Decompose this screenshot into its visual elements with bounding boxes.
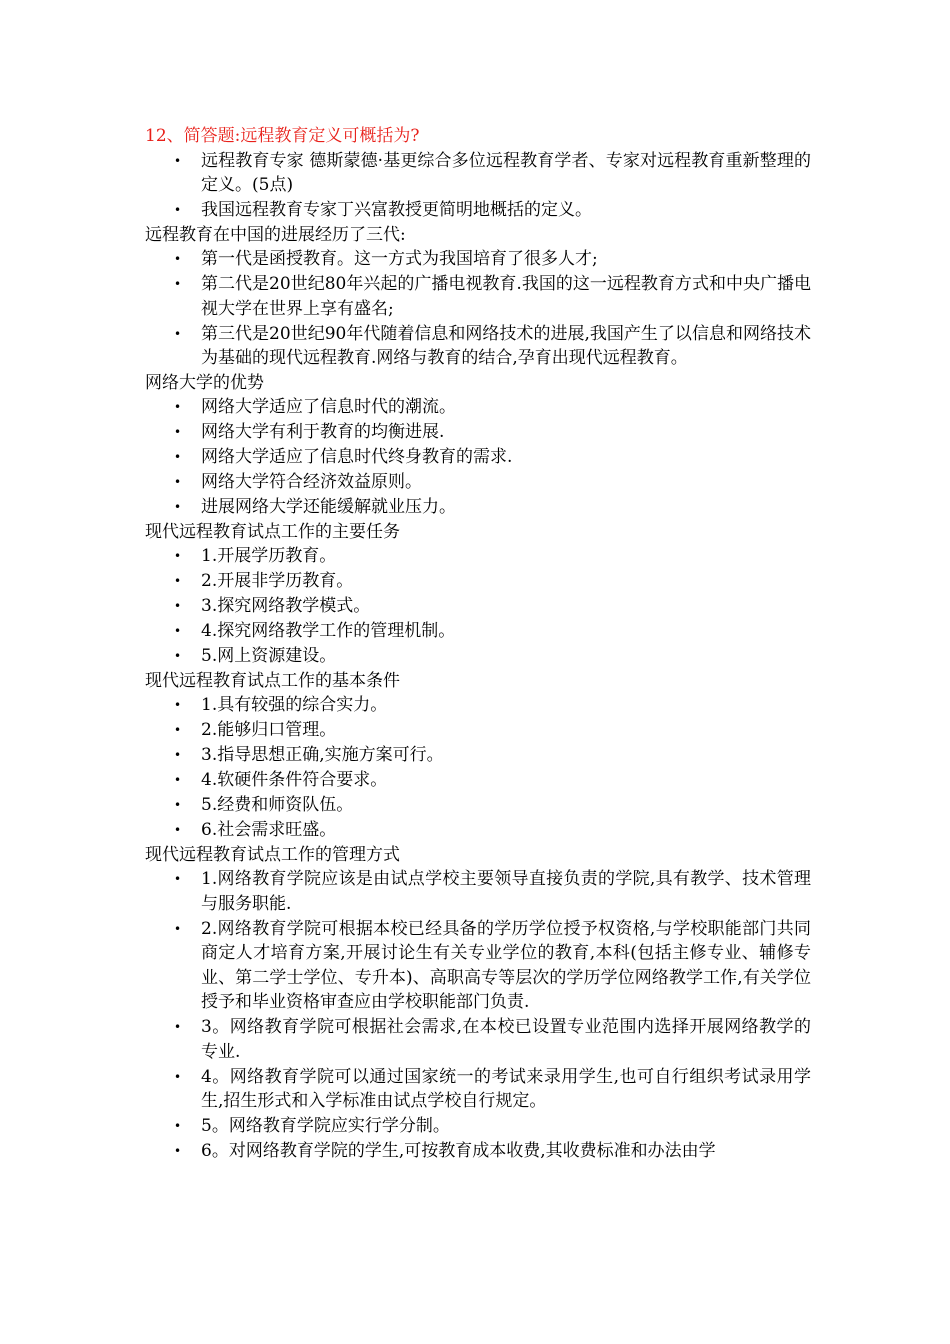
section-heading: 现代远程教育试点工作的主要任务 [145,521,400,542]
bullet-icon: • [174,748,182,762]
bullet-list [145,149,825,223]
bullet-icon: • [174,203,182,217]
list-item-text: 1.开展学历教育。 [201,546,337,566]
list-item-text: 4.探究网络教学工作的管理机制。 [201,621,456,641]
list-item-text: 进展网络大学还能缓解就业压力。 [201,497,456,517]
bullet-icon: • [174,574,182,588]
list-item [145,1015,825,1064]
list-item-text: 远程教育专家 德斯蒙德·基更综合多位远程教育学者、专家对远程教育重新整理的定义。(5点) [201,150,811,195]
bullet-icon: • [174,277,182,291]
list-item [145,198,825,223]
list-item-text: 第一代是函授教育。这一方式为我国培育了很多人才; [201,249,598,269]
list-item [145,644,825,669]
list-item-text: 2.能够归口管理。 [201,720,337,740]
list-item [145,917,825,1015]
bullet-icon: • [174,599,182,613]
section-heading: 现代远程教育试点工作的基本条件 [145,670,400,691]
list-item-text: 6。对网络教育学院的学生,可按教育成本收费,其收费标准和办法由学 [201,1141,716,1161]
section-heading: 网络大学的优势 [145,372,264,393]
list-item [145,867,825,916]
list-item [145,818,825,843]
bullet-icon: • [174,1020,182,1034]
list-item-text: 3.探究网络教学模式。 [201,596,371,616]
list-item [145,619,825,644]
list-item [145,544,825,569]
bullet-icon: • [174,1119,182,1133]
list-item-text: 5.经费和师资队伍。 [201,795,354,815]
list-item-text: 6.社会需求旺盛。 [201,820,337,840]
bullet-icon: • [174,798,182,812]
list-item-text: 网络大学符合经济效益原则。 [201,472,422,492]
bullet-icon: • [174,1144,182,1158]
bullet-icon: • [174,549,182,563]
list-item-text: 1.具有较强的综合实力。 [201,695,388,715]
bullet-icon: • [174,624,182,638]
bullet-list [145,693,825,843]
list-item-text: 网络大学适应了信息时代终身教育的需求. [201,447,513,467]
list-item-text: 4。网络教育学院可以通过国家统一的考试来录用学生,也可自行组织考试录用学生,招生形式和入学标准由试点学校自行规定。 [201,1066,811,1111]
section-heading: 远程教育在中国的进展经历了三代: [145,224,406,245]
bullet-icon: • [174,823,182,837]
list-item [145,718,825,743]
list-item [145,1065,825,1114]
list-item [145,149,825,198]
list-item-text: 第三代是20世纪90年代随着信息和网络技术的进展,我国产生了以信息和网络技术为基础的现代远程教育.网络与教育的结合,孕育出现代远程教育。 [201,323,811,368]
list-item [145,594,825,619]
list-item-text: 5。网络教育学院应实行学分制。 [201,1116,450,1136]
list-item-text: 3.指导思想正确,实施方案可行。 [201,745,444,765]
bullet-icon: • [174,326,182,341]
list-item-text: 3。网络教育学院可根据社会需求,在本校已设置专业范围内选择开展网络教学的专业. [201,1017,811,1062]
list-item [145,395,825,420]
list-item-text: 第二代是20世纪80年兴起的广播电视教育.我国的这一远程教育方式和中央广播电视大学在世界上享有盛名; [201,274,811,319]
list-item-text: 2.网络教育学院可根据本校已经具备的学历学位授予权资格,与学校职能部门共同商定人才培育方案,开展讨论生有关专业学位的教育,本科(包括主修专业、辅修专业、第二学士学位、专升本)、高职高专等层次的学历学位网络教学工作,有关学位授予和毕业资格审查应由学校职能部门负责. [201,918,811,1012]
list-item [145,247,825,272]
list-item [145,1114,825,1139]
bullet-icon: • [174,649,182,663]
bullet-list [145,867,825,1164]
section-heading: 12、简答题:远程教育定义可概括为? [145,126,420,146]
list-item [145,495,825,520]
section-heading: 现代远程教育试点工作的管理方式 [145,844,400,865]
document-body [145,124,825,1164]
bullet-list [145,544,825,669]
bullet-icon: • [174,1069,182,1084]
list-item [145,1139,825,1164]
bullet-icon: • [174,252,182,266]
bullet-icon: • [174,723,182,737]
list-item-text: 网络大学有利于教育的均衡进展. [201,422,445,442]
bullet-icon: • [174,921,182,936]
list-item-text: 1.网络教育学院应该是由试点学校主要领导直接负责的学院,具有教学、技术管理与服务职能. [201,869,811,914]
list-item [145,420,825,445]
bullet-list [145,395,825,520]
list-item-text: 4.软硬件条件符合要求。 [201,770,388,790]
list-item [145,743,825,768]
bullet-list [145,247,825,371]
bullet-icon: • [174,400,182,414]
bullet-icon: • [174,153,182,168]
list-item [145,322,825,371]
bullet-icon: • [174,773,182,787]
list-item [145,445,825,470]
list-item-text: 我国远程教育专家丁兴富教授更简明地概括的定义。 [201,200,592,220]
list-item [145,272,825,321]
bullet-icon: • [174,500,182,514]
list-item [145,768,825,793]
list-item-text: 5.网上资源建设。 [201,646,337,666]
bullet-icon: • [174,698,182,712]
list-item [145,569,825,594]
list-item-text: 网络大学适应了信息时代的潮流。 [201,397,456,417]
bullet-icon: • [174,425,182,439]
list-item [145,470,825,495]
list-item [145,693,825,718]
list-item [145,793,825,818]
bullet-icon: • [174,872,182,886]
bullet-icon: • [174,475,182,489]
list-item-text: 2.开展非学历教育。 [201,571,354,591]
bullet-icon: • [174,450,182,464]
